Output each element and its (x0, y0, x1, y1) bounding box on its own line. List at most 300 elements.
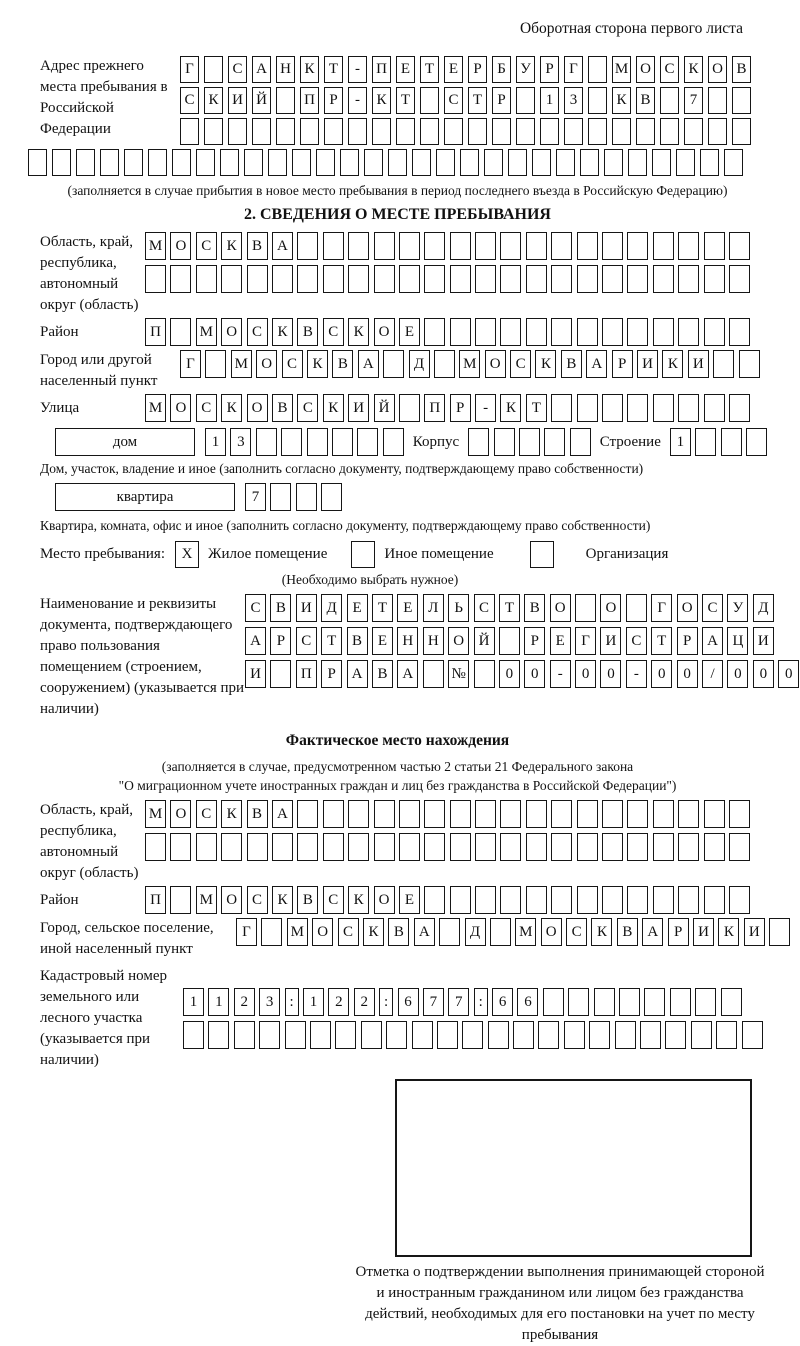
char-cell[interactable] (340, 149, 359, 176)
char-cell[interactable] (196, 265, 217, 293)
char-cell[interactable]: 2 (354, 988, 375, 1016)
char-cell[interactable]: И (637, 350, 658, 378)
char-cell[interactable] (729, 800, 750, 828)
char-cell[interactable]: К (221, 232, 242, 260)
char-cell[interactable] (399, 265, 420, 293)
char-cell[interactable]: Т (372, 594, 393, 622)
char-cell[interactable] (543, 988, 564, 1016)
char-cell[interactable] (348, 833, 369, 861)
char-cell[interactable] (145, 833, 166, 861)
char-cell[interactable]: 1 (208, 988, 229, 1016)
char-cell[interactable] (396, 118, 415, 145)
char-cell[interactable] (297, 232, 318, 260)
char-cell[interactable]: И (296, 594, 317, 622)
char-cell[interactable]: 6 (517, 988, 538, 1016)
char-cell[interactable]: К (348, 886, 369, 914)
char-cell[interactable] (247, 833, 268, 861)
char-cell[interactable] (261, 918, 282, 946)
char-cell[interactable] (297, 265, 318, 293)
char-cell[interactable] (564, 118, 583, 145)
char-cell[interactable] (678, 833, 699, 861)
char-cell[interactable] (475, 265, 496, 293)
char-cell[interactable]: И (348, 394, 369, 422)
char-cell[interactable]: 2 (328, 988, 349, 1016)
char-cell[interactable] (653, 394, 674, 422)
char-cell[interactable]: С (444, 87, 463, 114)
char-cell[interactable]: Р (540, 56, 559, 83)
char-cell[interactable] (724, 149, 743, 176)
checkbox-inoe[interactable] (351, 541, 375, 568)
char-cell[interactable] (636, 118, 655, 145)
char-cell[interactable] (526, 833, 547, 861)
char-cell[interactable]: Й (374, 394, 395, 422)
char-cell[interactable] (604, 149, 623, 176)
char-cell[interactable] (644, 988, 665, 1016)
char-cell[interactable] (492, 118, 511, 145)
char-cell[interactable] (627, 394, 648, 422)
char-cell[interactable] (564, 1021, 585, 1049)
char-cell[interactable] (412, 149, 431, 176)
char-cell[interactable] (729, 833, 750, 861)
char-cell[interactable]: - (550, 660, 571, 688)
char-cell[interactable]: А (272, 800, 293, 828)
char-cell[interactable]: К (372, 87, 391, 114)
char-cell[interactable]: М (231, 350, 252, 378)
char-cell[interactable] (204, 56, 223, 83)
char-cell[interactable] (475, 886, 496, 914)
char-cell[interactable]: М (145, 232, 166, 260)
char-cell[interactable] (691, 1021, 712, 1049)
char-cell[interactable] (450, 265, 471, 293)
char-cell[interactable]: М (287, 918, 308, 946)
char-cell[interactable]: Л (423, 594, 444, 622)
char-cell[interactable]: С (196, 232, 217, 260)
char-cell[interactable] (484, 149, 503, 176)
char-cell[interactable] (388, 149, 407, 176)
char-cell[interactable]: У (516, 56, 535, 83)
char-cell[interactable]: О (312, 918, 333, 946)
char-cell[interactable]: 7 (245, 483, 266, 511)
char-cell[interactable] (348, 232, 369, 260)
char-cell[interactable] (450, 833, 471, 861)
char-cell[interactable] (332, 428, 353, 456)
char-cell[interactable] (615, 1021, 636, 1049)
char-cell[interactable]: Р (450, 394, 471, 422)
char-cell[interactable]: У (727, 594, 748, 622)
char-cell[interactable] (526, 265, 547, 293)
char-cell[interactable]: И (688, 350, 709, 378)
char-cell[interactable] (551, 265, 572, 293)
char-cell[interactable] (532, 149, 551, 176)
char-cell[interactable]: О (677, 594, 698, 622)
char-cell[interactable] (297, 800, 318, 828)
char-cell[interactable] (52, 149, 71, 176)
char-cell[interactable]: И (753, 627, 774, 655)
char-cell[interactable] (678, 394, 699, 422)
char-cell[interactable] (383, 350, 404, 378)
char-cell[interactable] (678, 265, 699, 293)
char-cell[interactable]: М (196, 318, 217, 346)
char-cell[interactable] (424, 833, 445, 861)
char-cell[interactable] (500, 232, 521, 260)
char-cell[interactable] (424, 232, 445, 260)
char-cell[interactable]: А (347, 660, 368, 688)
char-cell[interactable] (196, 149, 215, 176)
char-cell[interactable] (526, 800, 547, 828)
char-cell[interactable] (420, 118, 439, 145)
char-cell[interactable]: О (170, 232, 191, 260)
char-cell[interactable]: 0 (524, 660, 545, 688)
char-cell[interactable]: О (170, 800, 191, 828)
char-cell[interactable]: О (541, 918, 562, 946)
char-cell[interactable] (221, 833, 242, 861)
char-cell[interactable] (538, 1021, 559, 1049)
char-cell[interactable] (551, 800, 572, 828)
char-cell[interactable] (490, 918, 511, 946)
char-cell[interactable] (145, 265, 166, 293)
char-cell[interactable] (577, 232, 598, 260)
char-cell[interactable] (183, 1021, 204, 1049)
char-cell[interactable]: Т (321, 627, 342, 655)
char-cell[interactable] (602, 833, 623, 861)
char-cell[interactable] (437, 1021, 458, 1049)
char-cell[interactable]: С (180, 87, 199, 114)
char-cell[interactable] (474, 660, 495, 688)
char-cell[interactable] (420, 87, 439, 114)
char-cell[interactable]: К (718, 918, 739, 946)
char-cell[interactable] (729, 318, 750, 346)
char-cell[interactable]: Г (564, 56, 583, 83)
char-cell[interactable] (335, 1021, 356, 1049)
char-cell[interactable] (602, 886, 623, 914)
char-cell[interactable] (170, 318, 191, 346)
char-cell[interactable] (439, 918, 460, 946)
char-cell[interactable]: А (252, 56, 271, 83)
char-cell[interactable]: Т (396, 87, 415, 114)
char-cell[interactable]: А (397, 660, 418, 688)
char-cell[interactable]: 7 (448, 988, 469, 1016)
char-cell[interactable] (653, 265, 674, 293)
char-cell[interactable] (285, 1021, 306, 1049)
char-cell[interactable]: Н (397, 627, 418, 655)
char-cell[interactable] (28, 149, 47, 176)
char-cell[interactable] (716, 1021, 737, 1049)
char-cell[interactable] (399, 833, 420, 861)
char-cell[interactable]: Т (468, 87, 487, 114)
char-cell[interactable]: № (448, 660, 469, 688)
char-cell[interactable]: О (247, 394, 268, 422)
char-cell[interactable]: К (307, 350, 328, 378)
char-cell[interactable] (516, 87, 535, 114)
char-cell[interactable] (307, 428, 328, 456)
char-cell[interactable] (252, 118, 271, 145)
char-cell[interactable] (148, 149, 167, 176)
char-cell[interactable] (568, 988, 589, 1016)
char-cell[interactable] (508, 149, 527, 176)
char-cell[interactable]: М (145, 394, 166, 422)
char-cell[interactable] (450, 886, 471, 914)
char-cell[interactable] (769, 918, 790, 946)
char-cell[interactable] (732, 118, 751, 145)
char-cell[interactable]: Е (399, 318, 420, 346)
char-cell[interactable] (208, 1021, 229, 1049)
char-cell[interactable] (627, 800, 648, 828)
char-cell[interactable] (170, 886, 191, 914)
char-cell[interactable] (100, 149, 119, 176)
char-cell[interactable] (676, 149, 695, 176)
char-cell[interactable]: Д (753, 594, 774, 622)
char-cell[interactable]: Г (180, 350, 201, 378)
char-cell[interactable] (653, 232, 674, 260)
char-cell[interactable]: Ц (727, 627, 748, 655)
char-cell[interactable] (500, 318, 521, 346)
char-cell[interactable]: 0 (778, 660, 799, 688)
char-cell[interactable] (374, 265, 395, 293)
char-cell[interactable]: Д (465, 918, 486, 946)
char-cell[interactable] (544, 428, 565, 456)
char-cell[interactable] (729, 886, 750, 914)
char-cell[interactable] (268, 149, 287, 176)
char-cell[interactable]: О (256, 350, 277, 378)
char-cell[interactable] (551, 318, 572, 346)
char-cell[interactable] (399, 232, 420, 260)
char-cell[interactable]: Г (180, 56, 199, 83)
char-cell[interactable]: М (145, 800, 166, 828)
char-cell[interactable] (678, 800, 699, 828)
char-cell[interactable] (357, 428, 378, 456)
char-cell[interactable]: В (732, 56, 751, 83)
char-cell[interactable] (708, 87, 727, 114)
char-cell[interactable] (348, 265, 369, 293)
char-cell[interactable] (488, 1021, 509, 1049)
char-cell[interactable] (460, 149, 479, 176)
char-cell[interactable] (704, 800, 725, 828)
char-cell[interactable] (516, 118, 535, 145)
char-cell[interactable]: Е (347, 594, 368, 622)
char-cell[interactable] (424, 800, 445, 828)
char-cell[interactable] (124, 149, 143, 176)
char-cell[interactable]: 1 (205, 428, 226, 456)
char-cell[interactable] (220, 149, 239, 176)
char-cell[interactable] (300, 118, 319, 145)
char-cell[interactable] (444, 118, 463, 145)
char-cell[interactable]: 0 (651, 660, 672, 688)
char-cell[interactable]: С (338, 918, 359, 946)
char-cell[interactable] (244, 149, 263, 176)
char-cell[interactable]: Р (524, 627, 545, 655)
char-cell[interactable] (700, 149, 719, 176)
char-cell[interactable]: Е (396, 56, 415, 83)
char-cell[interactable]: С (245, 594, 266, 622)
char-cell[interactable]: Ь (448, 594, 469, 622)
char-cell[interactable]: П (300, 87, 319, 114)
char-cell[interactable]: В (388, 918, 409, 946)
char-cell[interactable] (76, 149, 95, 176)
char-cell[interactable] (708, 118, 727, 145)
char-cell[interactable] (684, 118, 703, 145)
char-cell[interactable]: 0 (499, 660, 520, 688)
char-cell[interactable]: С (702, 594, 723, 622)
char-cell[interactable]: О (221, 318, 242, 346)
char-cell[interactable] (588, 87, 607, 114)
char-cell[interactable]: К (300, 56, 319, 83)
char-cell[interactable]: Е (399, 886, 420, 914)
char-cell[interactable] (602, 265, 623, 293)
char-cell[interactable]: Е (444, 56, 463, 83)
char-cell[interactable]: С (323, 886, 344, 914)
char-cell[interactable]: 2 (234, 988, 255, 1016)
char-cell[interactable]: 6 (398, 988, 419, 1016)
char-cell[interactable] (436, 149, 455, 176)
char-cell[interactable] (500, 886, 521, 914)
char-cell[interactable]: И (228, 87, 247, 114)
char-cell[interactable]: М (515, 918, 536, 946)
char-cell[interactable]: 1 (670, 428, 691, 456)
char-cell[interactable] (323, 265, 344, 293)
char-cell[interactable]: Р (677, 627, 698, 655)
char-cell[interactable] (424, 265, 445, 293)
char-cell[interactable]: О (170, 394, 191, 422)
char-cell[interactable] (540, 118, 559, 145)
char-cell[interactable]: - (475, 394, 496, 422)
char-cell[interactable] (513, 1021, 534, 1049)
char-cell[interactable]: : (379, 988, 393, 1016)
char-cell[interactable] (713, 350, 734, 378)
char-cell[interactable] (296, 483, 317, 511)
char-cell[interactable] (386, 1021, 407, 1049)
char-cell[interactable] (670, 988, 691, 1016)
char-cell[interactable]: С (196, 394, 217, 422)
char-cell[interactable] (321, 483, 342, 511)
char-cell[interactable] (678, 886, 699, 914)
char-cell[interactable] (653, 833, 674, 861)
char-cell[interactable] (450, 800, 471, 828)
char-cell[interactable] (660, 118, 679, 145)
char-cell[interactable] (626, 594, 647, 622)
char-cell[interactable] (570, 428, 591, 456)
char-cell[interactable] (170, 833, 191, 861)
char-cell[interactable] (577, 265, 598, 293)
char-cell[interactable] (526, 886, 547, 914)
char-cell[interactable] (589, 1021, 610, 1049)
char-cell[interactable] (383, 428, 404, 456)
char-cell[interactable]: В (247, 800, 268, 828)
char-cell[interactable]: С (297, 394, 318, 422)
char-cell[interactable]: Е (397, 594, 418, 622)
char-cell[interactable]: О (636, 56, 655, 83)
char-cell[interactable]: К (221, 394, 242, 422)
char-cell[interactable]: О (221, 886, 242, 914)
char-cell[interactable] (619, 988, 640, 1016)
char-cell[interactable] (475, 232, 496, 260)
char-cell[interactable] (627, 318, 648, 346)
char-cell[interactable] (256, 428, 277, 456)
char-cell[interactable]: Г (651, 594, 672, 622)
char-cell[interactable]: : (474, 988, 488, 1016)
char-cell[interactable]: П (145, 886, 166, 914)
char-cell[interactable] (588, 56, 607, 83)
char-cell[interactable]: С (296, 627, 317, 655)
char-cell[interactable]: Е (372, 627, 393, 655)
char-cell[interactable]: М (196, 886, 217, 914)
char-cell[interactable]: С (510, 350, 531, 378)
char-cell[interactable]: А (245, 627, 266, 655)
char-cell[interactable]: К (323, 394, 344, 422)
char-cell[interactable]: К (348, 318, 369, 346)
char-cell[interactable]: 0 (753, 660, 774, 688)
char-cell[interactable]: 0 (575, 660, 596, 688)
char-cell[interactable] (526, 318, 547, 346)
char-cell[interactable]: К (500, 394, 521, 422)
char-cell[interactable] (653, 886, 674, 914)
char-cell[interactable]: Т (499, 594, 520, 622)
char-cell[interactable]: П (424, 394, 445, 422)
char-cell[interactable] (729, 394, 750, 422)
char-cell[interactable]: Т (420, 56, 439, 83)
char-cell[interactable] (729, 265, 750, 293)
char-cell[interactable]: С (660, 56, 679, 83)
char-cell[interactable] (374, 800, 395, 828)
char-cell[interactable] (372, 118, 391, 145)
char-cell[interactable] (499, 627, 520, 655)
char-cell[interactable]: И (693, 918, 714, 946)
char-cell[interactable]: В (247, 232, 268, 260)
char-cell[interactable]: Т (651, 627, 672, 655)
char-cell[interactable] (575, 594, 596, 622)
char-cell[interactable]: С (626, 627, 647, 655)
char-cell[interactable] (234, 1021, 255, 1049)
char-cell[interactable]: 3 (564, 87, 583, 114)
char-cell[interactable]: А (702, 627, 723, 655)
char-cell[interactable]: Р (612, 350, 633, 378)
char-cell[interactable]: - (348, 87, 367, 114)
char-cell[interactable] (628, 149, 647, 176)
char-cell[interactable] (270, 660, 291, 688)
char-cell[interactable]: Т (526, 394, 547, 422)
char-cell[interactable]: Р (270, 627, 291, 655)
char-cell[interactable]: С (247, 318, 268, 346)
char-cell[interactable]: А (586, 350, 607, 378)
char-cell[interactable]: 3 (230, 428, 251, 456)
char-cell[interactable]: Й (474, 627, 495, 655)
char-cell[interactable]: В (561, 350, 582, 378)
char-cell[interactable] (475, 833, 496, 861)
char-cell[interactable] (732, 87, 751, 114)
char-cell[interactable] (739, 350, 760, 378)
char-cell[interactable]: К (204, 87, 223, 114)
char-cell[interactable] (742, 1021, 763, 1049)
char-cell[interactable]: 1 (540, 87, 559, 114)
char-cell[interactable] (348, 118, 367, 145)
char-cell[interactable] (602, 232, 623, 260)
char-cell[interactable] (660, 87, 679, 114)
char-cell[interactable]: О (374, 318, 395, 346)
char-cell[interactable]: С (474, 594, 495, 622)
char-cell[interactable] (627, 232, 648, 260)
char-cell[interactable]: 1 (303, 988, 324, 1016)
char-cell[interactable] (412, 1021, 433, 1049)
char-cell[interactable] (704, 265, 725, 293)
char-cell[interactable] (374, 833, 395, 861)
char-cell[interactable]: К (363, 918, 384, 946)
char-cell[interactable] (323, 232, 344, 260)
char-cell[interactable]: Б (492, 56, 511, 83)
char-cell[interactable]: Р (321, 660, 342, 688)
char-cell[interactable] (704, 318, 725, 346)
char-cell[interactable] (462, 1021, 483, 1049)
char-cell[interactable] (247, 265, 268, 293)
char-cell[interactable] (475, 800, 496, 828)
